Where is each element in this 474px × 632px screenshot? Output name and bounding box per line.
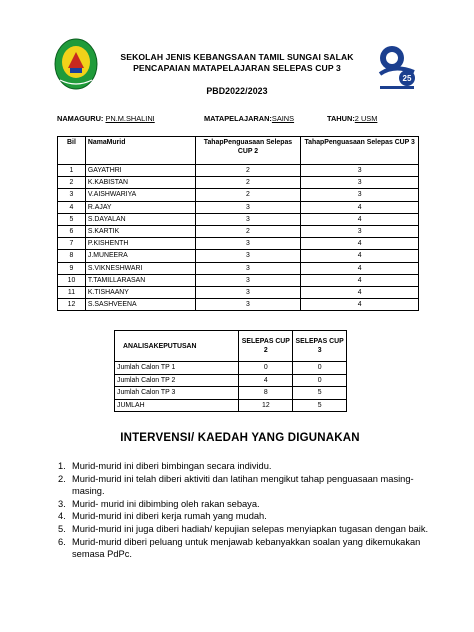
row-nama: S.VIKNESHWARI [85, 262, 195, 274]
analysis-row-cup3: 0 [293, 362, 347, 375]
row-nama: S.DAYALAN [85, 213, 195, 225]
table-row [58, 225, 419, 237]
table-row [58, 299, 419, 311]
list-item-text: Murid-murid ini diberi kerja rumah yang mudah. [72, 511, 267, 522]
table-row [58, 177, 419, 189]
row-nama: K.KABISTAN [85, 177, 195, 189]
school-name: SEKOLAH JENIS KEBANGSAAN TAMIL SUNGAI SALAK [120, 52, 354, 62]
row-cup2: 2 [195, 189, 301, 201]
analysis-row-label: Jumlah Calon TP 3 [115, 387, 239, 400]
row-cup3: 4 [301, 286, 419, 298]
row-bil: 3 [58, 189, 86, 201]
table-row [58, 201, 419, 213]
row-cup2: 3 [195, 274, 301, 286]
table-row [58, 189, 419, 201]
row-cup2: 3 [195, 238, 301, 250]
row-nama: V.AISHWARIYA [85, 189, 195, 201]
row-cup3: 4 [301, 274, 419, 286]
list-item-text: Murid-murid ini juga diberi hadiah/ kepujian selepas menyiapkan tugasan dengan baik. [72, 523, 429, 534]
row-cup2: 3 [195, 201, 301, 213]
list-item-text: Murid-murid ini telah diberi aktiviti dan latihan mengikut tahap penguasaan masing-masing. [72, 473, 414, 497]
analysis-row [115, 399, 347, 412]
table-row [58, 274, 419, 286]
row-nama: T.TAMILLARASAN [85, 274, 195, 286]
col-header-cup2: TahapPenguasaan Selepas CUP 2 [195, 137, 301, 165]
row-cup2: 3 [195, 286, 301, 298]
subject-label: MATAPELAJARAN: [204, 114, 272, 123]
analysis-row-cup3: 5 [293, 387, 347, 400]
row-nama: S.KARTIK [85, 225, 195, 237]
analysis-row-label: Jumlah Calon TP 2 [115, 374, 239, 387]
row-nama: S.SASHVEENA [85, 299, 195, 311]
analysis-row [115, 374, 347, 387]
student-mastery-table [57, 136, 419, 311]
row-cup2: 3 [195, 250, 301, 262]
row-bil: 5 [58, 213, 86, 225]
row-nama: J.MUNEERA [85, 250, 195, 262]
analysis-col-cup3: SELEPAS CUP 3 [293, 331, 347, 362]
list-item-number: 2. [58, 473, 66, 484]
list-item-text: Murid-murid ini diberi bimbingan secara individu. [72, 461, 272, 471]
table-row [58, 213, 419, 225]
subject-info [204, 114, 294, 123]
list-item [58, 473, 438, 498]
row-cup2: 2 [195, 225, 301, 237]
list-item-text: Murid- murid ini dibimbing oleh rakan sebaya. [72, 498, 260, 509]
row-cup2: 2 [195, 165, 301, 177]
row-bil: 11 [58, 286, 86, 298]
analysis-row [115, 362, 347, 375]
table-row [58, 165, 419, 177]
intervention-title: INTERVENSI/ KAEDAH YANG DIGUNAKAN [120, 432, 360, 444]
list-item-number: 6. [58, 536, 66, 547]
row-cup2: 3 [195, 213, 301, 225]
analysis-header-row [115, 331, 347, 362]
row-cup2: 3 [195, 262, 301, 274]
year-info [327, 114, 377, 123]
row-nama: K.TISHAANY [85, 286, 195, 298]
list-item-number: 4. [58, 511, 66, 522]
row-nama: P.KISHENTH [85, 238, 195, 250]
list-item [58, 510, 438, 523]
row-cup2: 2 [195, 177, 301, 189]
list-item [58, 536, 438, 561]
analysis-row [115, 387, 347, 400]
anniversary-25-logo-icon [374, 38, 420, 92]
svg-text:25: 25 [402, 74, 412, 83]
list-item-number: 3. [58, 498, 66, 509]
row-cup3: 4 [301, 238, 419, 250]
table-header-row [58, 137, 419, 165]
row-bil: 7 [58, 238, 86, 250]
row-cup3: 4 [301, 262, 419, 274]
row-cup3: 3 [301, 177, 419, 189]
teacher-label: NAMAGURU: [57, 114, 104, 123]
row-cup3: 3 [301, 225, 419, 237]
row-bil: 6 [58, 225, 86, 237]
row-bil: 4 [58, 201, 86, 213]
table-row [58, 262, 419, 274]
analysis-table [114, 330, 347, 412]
row-nama: GAYATHRI [85, 165, 195, 177]
row-bil: 12 [58, 299, 86, 311]
col-header-cup3: TahapPenguasaan Selepas CUP 3 [301, 137, 419, 165]
analysis-row-cup2: 0 [239, 362, 293, 375]
subject-value: SAINS [271, 114, 295, 123]
analysis-row-cup2: 4 [239, 374, 293, 387]
row-bil: 8 [58, 250, 86, 262]
list-item-text: Murid-murid diberi peluang untuk menjawab kebanyakkan soalan yang dikemukakan semasa PdPc. [72, 536, 421, 560]
report-title: PENCAPAIAN MATAPELAJARAN SELEPAS CUP 3 [133, 63, 341, 73]
teacher-info [57, 114, 155, 123]
row-cup3: 4 [301, 250, 419, 262]
year-value: 2 USM [354, 114, 378, 123]
teacher-value: PN.M.SHALINI [105, 114, 155, 123]
table-row [58, 286, 419, 298]
row-cup3: 3 [301, 165, 419, 177]
row-cup3: 4 [301, 213, 419, 225]
row-bil: 9 [58, 262, 86, 274]
analysis-row-cup3: 5 [293, 399, 347, 412]
analysis-row-cup2: 8 [239, 387, 293, 400]
list-item-number: 1. [58, 461, 66, 471]
analysis-row-label: JUMLAH [115, 399, 239, 412]
row-cup3: 3 [301, 189, 419, 201]
list-item [58, 523, 438, 536]
row-cup3: 4 [301, 201, 419, 213]
analysis-col-header: ANALISAKEPUTUSAN [115, 331, 239, 362]
analysis-col-cup2: SELEPAS CUP 2 [239, 331, 293, 362]
row-cup3: 4 [301, 299, 419, 311]
list-item [58, 498, 438, 511]
intervention-list [58, 460, 438, 561]
row-bil: 2 [58, 177, 86, 189]
row-bil: 10 [58, 274, 86, 286]
analysis-row-cup3: 0 [293, 374, 347, 387]
col-header-bil: Bil [58, 137, 86, 165]
table-row [58, 250, 419, 262]
row-cup2: 3 [195, 299, 301, 311]
list-item [58, 460, 438, 473]
session-label: PBD2022/2023 [206, 86, 268, 96]
table-row [58, 238, 419, 250]
col-header-nama: NamaMurid [85, 137, 195, 165]
school-crest-icon [54, 38, 98, 90]
row-nama: R.AJAY [85, 201, 195, 213]
list-item-number: 5. [58, 523, 66, 534]
row-bil: 1 [58, 165, 86, 177]
analysis-row-cup2: 12 [239, 399, 293, 412]
year-label: TAHUN: [327, 114, 355, 123]
analysis-row-label: Jumlah Calon TP 1 [115, 362, 239, 375]
